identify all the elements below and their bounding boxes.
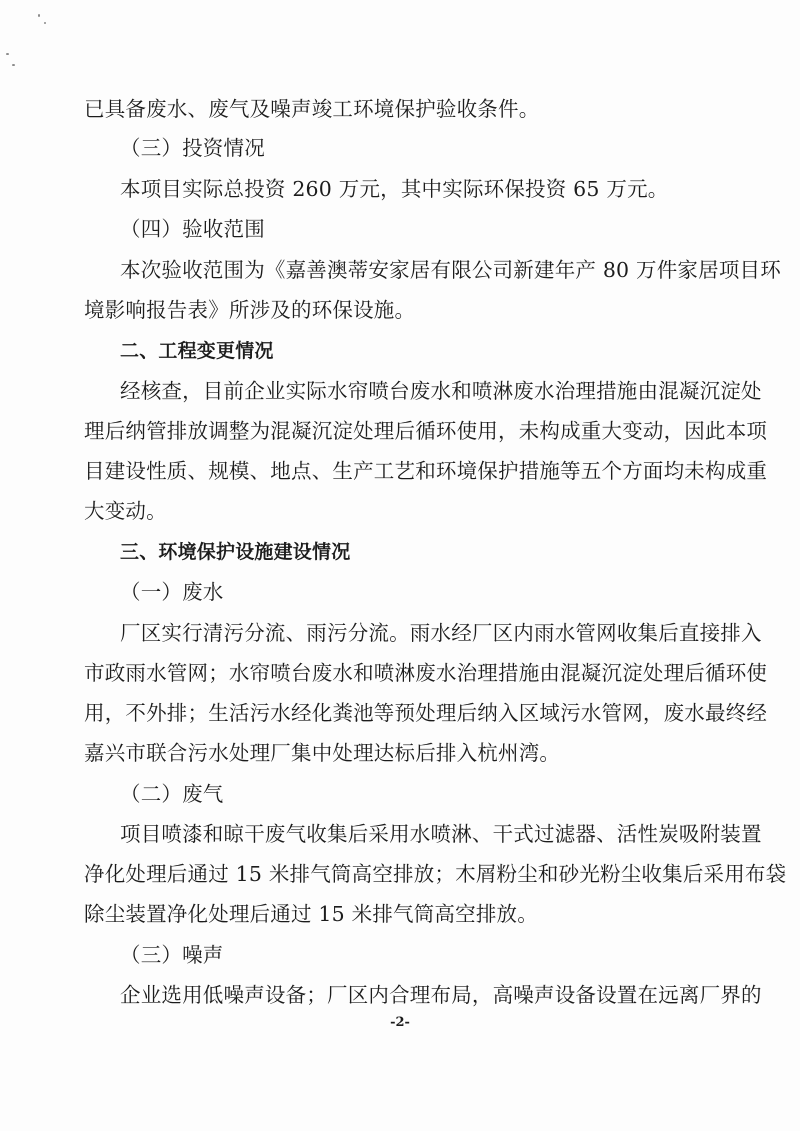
- subsection-heading: （二）废气: [120, 782, 224, 806]
- body-line: 项目喷漆和晾干废气收集后采用水喷淋、干式过滤器、活性炭吸附装置: [120, 822, 762, 846]
- body-line: 已具备废水、废气及噪声竣工环境保护验收条件。: [84, 97, 540, 121]
- body-line: 厂区实行清污分流、雨污分流。雨水经厂区内雨水管网收集后直接排入: [120, 621, 762, 645]
- subsection-heading: （三）投资情况: [120, 136, 265, 160]
- section-heading: 三、环境保护设施建设情况: [120, 541, 351, 563]
- section-heading: 二、工程变更情况: [120, 340, 274, 362]
- body-line: 净化处理后通过 15 米排气筒高空排放；木屑粉尘和砂光粉尘收集后采用布袋: [84, 862, 787, 886]
- body-line: 目建设性质、规模、地点、生产工艺和环境保护措施等五个方面均未构成重: [84, 459, 768, 483]
- body-line: 市政雨水管网；水帘喷台废水和喷淋废水治理措施由混凝沉淀处理后循环使: [84, 661, 768, 685]
- page-number: -2-: [390, 1015, 410, 1030]
- body-line: 境影响报告表》所涉及的环保设施。: [84, 298, 416, 322]
- scan-speck: [6, 53, 9, 55]
- body-line: 除尘装置净化处理后通过 15 米排气筒高空排放。: [84, 902, 538, 926]
- body-line: 理后纳管排放调整为混凝沉淀处理后循环使用，未构成重大变动，因此本项: [84, 419, 768, 443]
- body-line: 本项目实际总投资 260 万元，其中实际环保投资 65 万元。: [120, 177, 669, 201]
- subsection-heading: （一）废水: [120, 580, 224, 604]
- body-line: 企业选用低噪声设备；厂区内合理布局，高噪声设备设置在远离厂界的: [120, 983, 762, 1007]
- scan-speck: [44, 22, 46, 24]
- scan-speck: [12, 64, 15, 66]
- body-line: 用，不外排；生活污水经化粪池等预处理后纳入区域污水管网，废水最终经: [84, 701, 768, 725]
- body-line: 经核查，目前企业实际水帘喷台废水和喷淋废水治理措施由混凝沉淀处: [120, 379, 762, 403]
- body-line: 本次验收范围为《嘉善澳蒂安家居有限公司新建年产 80 万件家居项目环: [120, 258, 781, 282]
- body-line: 嘉兴市联合污水处理厂集中处理达标后排入杭州湾。: [84, 741, 561, 765]
- scan-speck: [38, 14, 40, 17]
- body-line: 大变动。: [84, 499, 167, 523]
- subsection-heading: （三）噪声: [120, 943, 224, 967]
- subsection-heading: （四）验收范围: [120, 217, 265, 241]
